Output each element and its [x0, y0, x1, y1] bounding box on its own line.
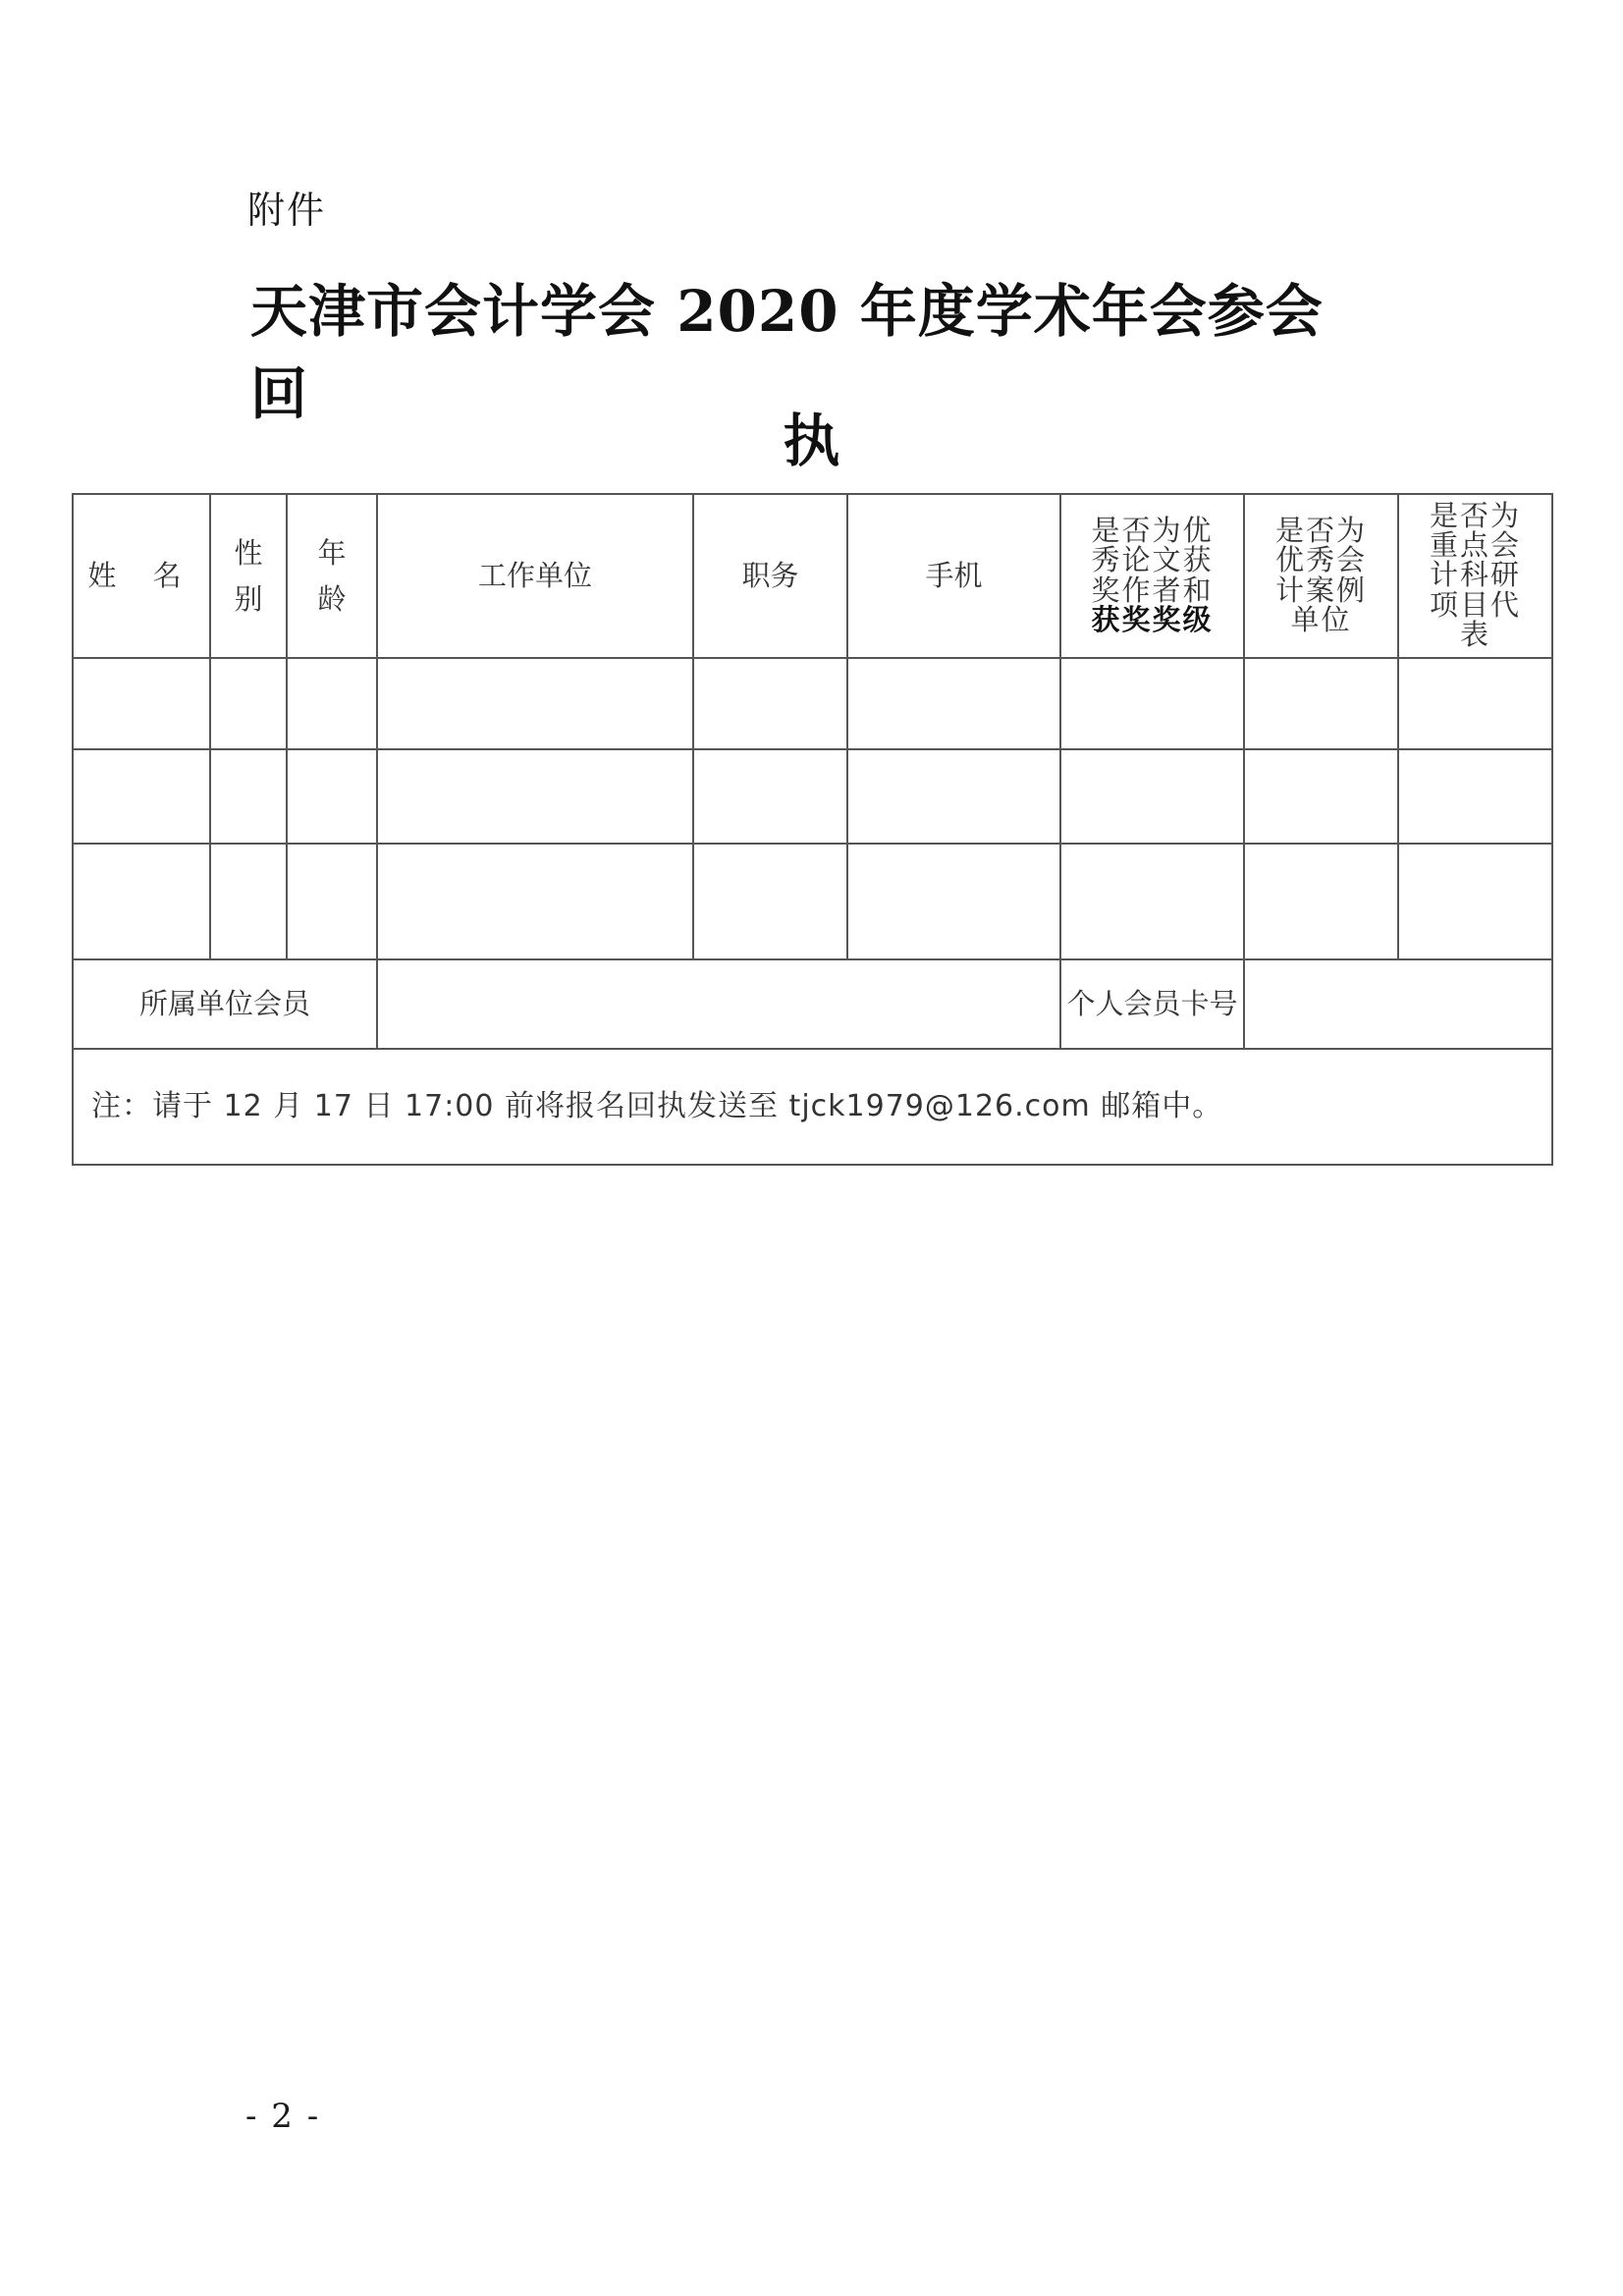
header-gender [210, 494, 287, 658]
membership-row [73, 959, 1552, 1049]
gender-cell[interactable] [210, 749, 287, 844]
document-title-line-1: 天津市会计学会 2020 年度学术年会参会回 [250, 278, 1324, 427]
age-cell[interactable] [287, 844, 377, 959]
header-project-line-2: 重点会 [1429, 527, 1521, 562]
note-text: 注：请于 12 月 17 日 17:00 前将报名回执发送至 tjck1979@126.com 邮箱中。 [91, 1089, 1223, 1124]
header-excellent-case-unit [1244, 494, 1398, 658]
table-row [73, 844, 1552, 959]
header-award-line-1: 是否为优 [1091, 513, 1214, 547]
note-row [73, 1049, 1552, 1165]
position-cell[interactable] [693, 749, 847, 844]
member-unit-label: 所属单位会员 [138, 987, 310, 1021]
position-cell[interactable] [693, 658, 847, 749]
document-title-line-2: 执 [783, 408, 840, 474]
name-cell[interactable] [73, 658, 210, 749]
header-mobile-label: 手机 [925, 559, 983, 593]
header-case-line-3: 计案例 [1274, 573, 1367, 607]
header-key-project-rep [1398, 494, 1552, 658]
header-row [73, 494, 1552, 658]
award-cell[interactable] [1060, 658, 1244, 749]
position-cell[interactable] [693, 844, 847, 959]
work-unit-cell[interactable] [377, 658, 693, 749]
project-rep-cell[interactable] [1398, 844, 1552, 959]
note-cell [73, 1049, 1552, 1165]
header-age-line-2: 龄 [317, 581, 347, 616]
header-position [693, 494, 847, 658]
mobile-cell[interactable] [847, 844, 1060, 959]
header-work-unit [377, 494, 693, 658]
work-unit-cell[interactable] [377, 749, 693, 844]
work-unit-cell[interactable] [377, 844, 693, 959]
personal-card-label: 个人会员卡号 [1066, 987, 1238, 1021]
header-award-line-2: 秀论文获 [1091, 543, 1214, 577]
table-row [73, 749, 1552, 844]
header-gender-line-1: 性 [234, 536, 263, 571]
member-unit-value-cell[interactable] [377, 959, 1060, 1049]
table-row [73, 658, 1552, 749]
registration-form-table [72, 493, 1553, 1166]
header-case-line-1: 是否为 [1274, 513, 1367, 547]
header-project-line-3: 计科研 [1429, 558, 1521, 592]
attachment-label: 附件 [247, 189, 327, 232]
gender-cell[interactable] [210, 844, 287, 959]
header-case-line-2: 优秀会 [1274, 543, 1367, 577]
header-age [287, 494, 377, 658]
name-cell[interactable] [73, 844, 210, 959]
header-case-line-4: 单位 [1290, 603, 1352, 637]
award-cell[interactable] [1060, 844, 1244, 959]
age-cell[interactable] [287, 749, 377, 844]
case-unit-cell[interactable] [1244, 658, 1398, 749]
header-mobile [847, 494, 1060, 658]
header-award-author [1060, 494, 1244, 658]
header-project-line-4: 项目代 [1429, 587, 1521, 622]
age-cell[interactable] [287, 658, 377, 749]
header-award-line-4: 获奖奖级 [1091, 603, 1214, 637]
header-name-label: 姓 名 [87, 559, 195, 593]
header-gender-line-2: 别 [234, 581, 263, 616]
name-cell[interactable] [73, 749, 210, 844]
page-number: - 2 - [245, 2097, 321, 2136]
header-project-line-5: 表 [1459, 618, 1490, 652]
case-unit-cell[interactable] [1244, 844, 1398, 959]
personal-card-label-cell [1060, 959, 1244, 1049]
header-age-line-1: 年 [317, 536, 347, 571]
header-award-line-3: 奖作者和 [1091, 573, 1214, 607]
header-position-label: 职务 [741, 559, 799, 593]
gender-cell[interactable] [210, 658, 287, 749]
header-name [73, 494, 210, 658]
header-work-unit-label: 工作单位 [477, 559, 592, 593]
award-cell[interactable] [1060, 749, 1244, 844]
project-rep-cell[interactable] [1398, 658, 1552, 749]
member-unit-label-cell [73, 959, 377, 1049]
header-project-line-1: 是否为 [1429, 498, 1521, 532]
mobile-cell[interactable] [847, 658, 1060, 749]
project-rep-cell[interactable] [1398, 749, 1552, 844]
personal-card-value-cell[interactable] [1244, 959, 1552, 1049]
mobile-cell[interactable] [847, 749, 1060, 844]
case-unit-cell[interactable] [1244, 749, 1398, 844]
